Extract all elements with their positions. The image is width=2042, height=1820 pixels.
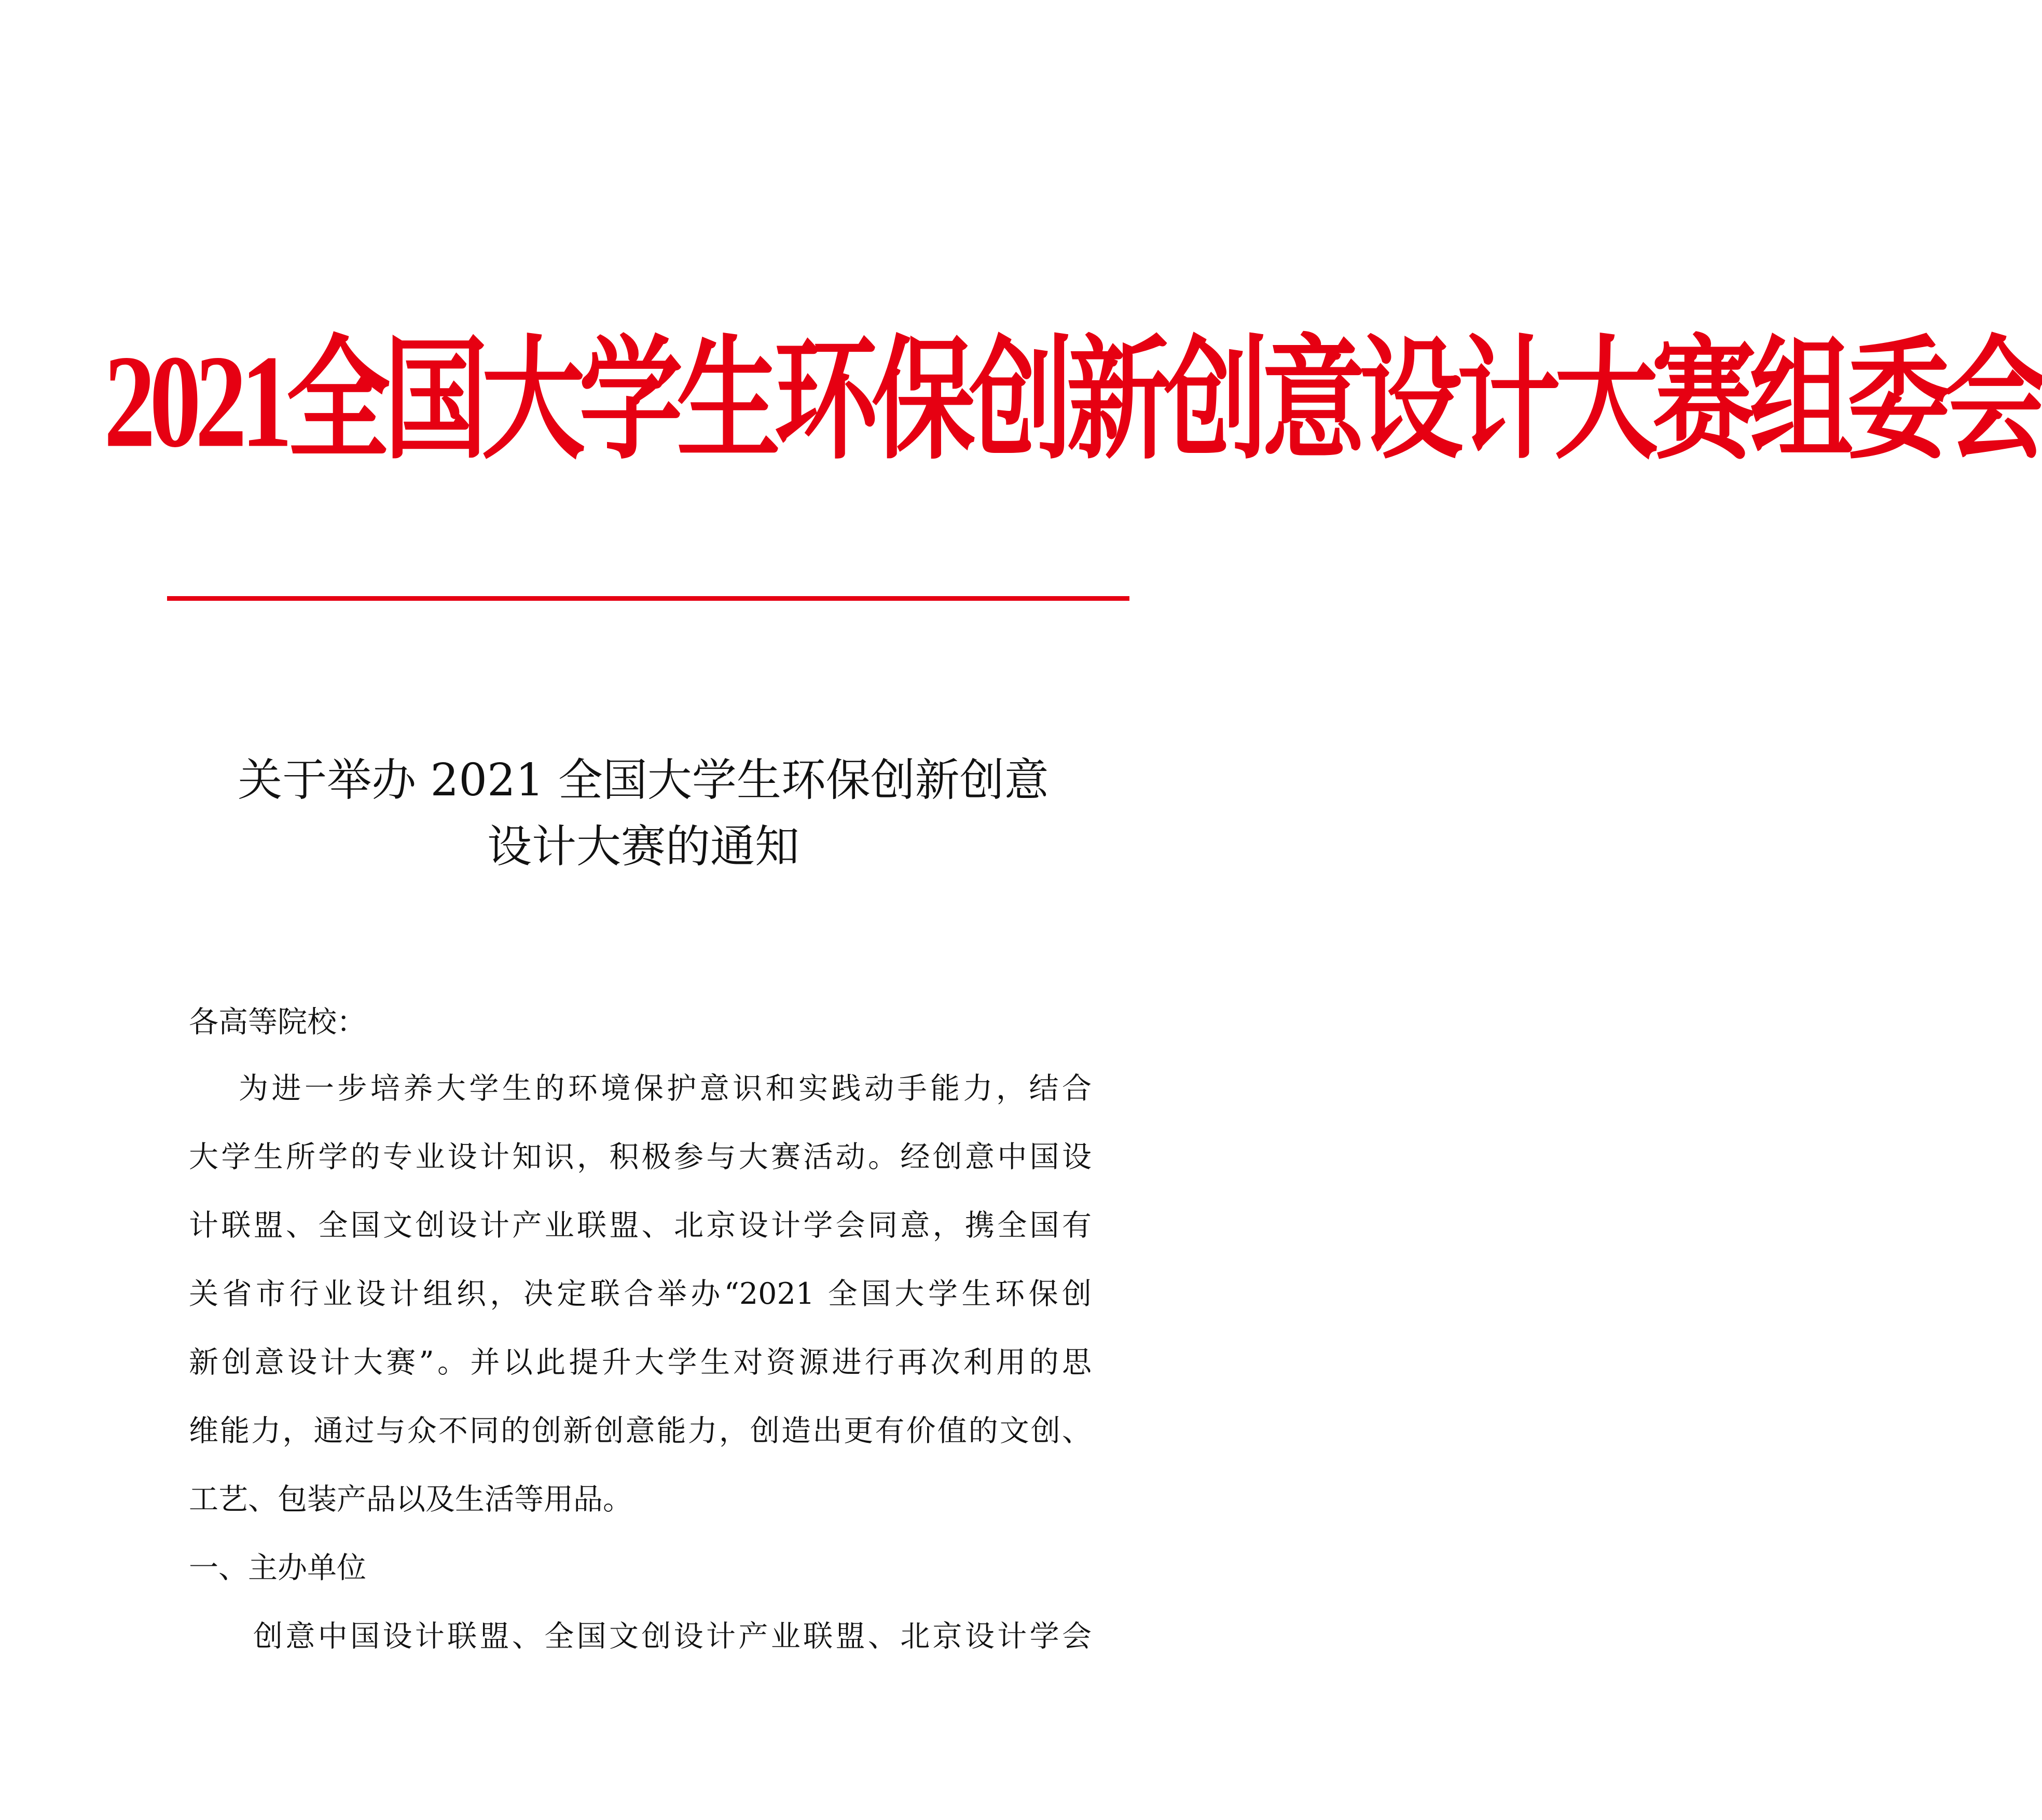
letterhead-org-name: 2021全国大学生环保创新创意设计大赛组委会 <box>104 328 2042 475</box>
intro-paragraph-line-4: 关省市行业设计组织，决定联合举办“2021 全国大学生环保创 <box>189 1277 1092 1311</box>
letterhead-divider <box>167 596 1129 601</box>
intro-paragraph-line-5: 新创意设计大赛”。并以此提升大学生对资源进行再次利用的思 <box>189 1345 1092 1380</box>
intro-paragraph-line-7: 工艺、包装产品以及生活等用品。 <box>189 1482 632 1516</box>
section-1-content: 创意中国设计联盟、全国文创设计产业联盟、北京设计学会 <box>253 1619 1092 1653</box>
document-title-line-2: 设计大赛的通知 <box>487 821 799 873</box>
intro-paragraph-line-6: 维能力，通过与众不同的创新创意能力，创造出更有价值的文创、 <box>189 1414 1092 1448</box>
intro-paragraph-line-2: 大学生所学的专业设计知识，积极参与大赛活动。经创意中国设 <box>189 1140 1092 1174</box>
salutation: 各高等院校： <box>189 1005 366 1039</box>
document-title <box>156 747 1131 880</box>
intro-paragraph-line-3: 计联盟、全国文创设计产业联盟、北京设计学会同意，携全国有 <box>189 1208 1092 1243</box>
document-title-line-1: 关于举办 2021 全国大学生环保创新创意 <box>238 754 1049 806</box>
section-1-heading: 一、主办单位 <box>189 1551 366 1585</box>
intro-paragraph-line-1: 为进一步培养大学生的环境保护意识和实践动手能力，结合 <box>239 1071 1092 1106</box>
